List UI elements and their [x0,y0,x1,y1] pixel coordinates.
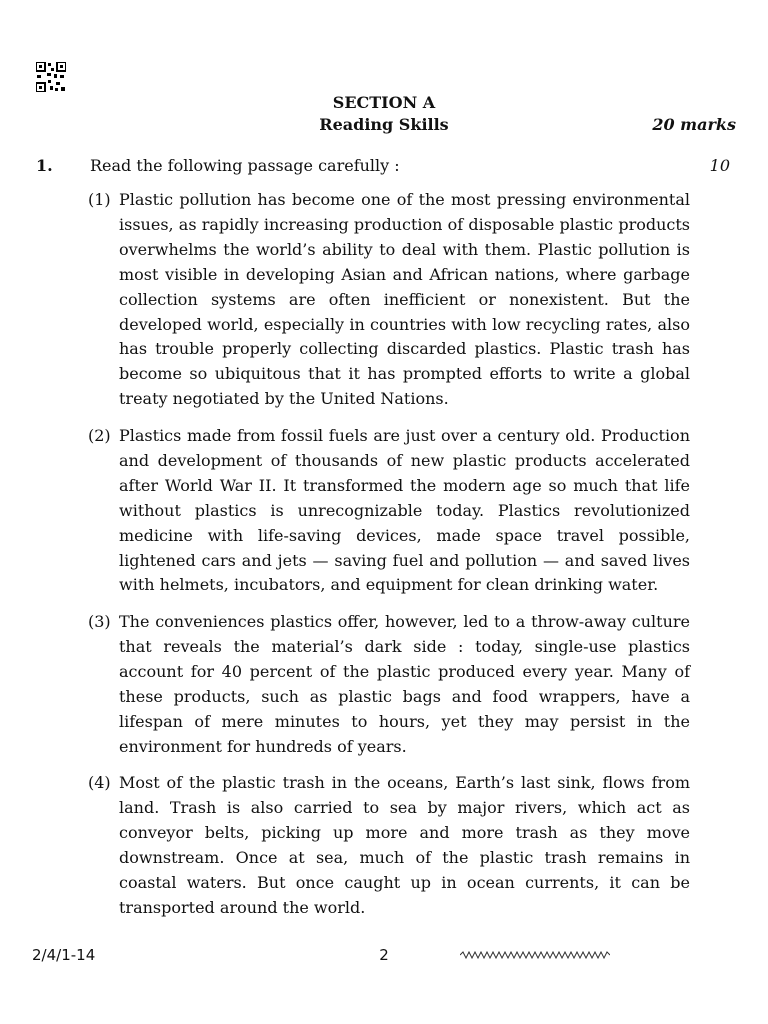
question-marks: 10 [709,156,730,175]
qr-code-icon [36,62,66,92]
paragraph-2 [88,424,690,598]
paragraph-text: Most of the plastic trash in the oceans, Earth’s last sink, flows from land. Trash is also carried to sea by major rivers, which act as conveyor belts, picking up more and more trash as they move downstream. Once at sea, much of the plastic trash remains in coastal waters. But once caught up in ocean currents, it can be transported around the world. [119,773,690,917]
paragraph-text: Plastic pollution has become one of the most pressing environmental issues, as rapidly increasing production of disposable plastic products overwhelms the world’s ability to deal with them. Plastic pollution is most visible in developing Asian and African nations, where garbage collection systems are often inefficient or nonexistent. But the developed world, especially in countries with low recycling rates, also has trouble properly collecting discarded plastics. Plastic trash has become so ubiquitous that it has prompted efforts to write a global treaty negotiated by the United Nations. [119,190,690,409]
paragraph-text: Plastics made from fossil fuels are just over a century old. Production and development of thousands of new plastic products accelerated after World War II. It transformed the modern age so much that life without plastics is unrecognizable today. Plastics revolutionized medicine with life-saving devices, made space travel possible, lightened cars and jets — saving fuel and pollution — and saved lives with helmets, incubators, and equipment for clean drinking water. [119,426,690,595]
paragraph-number: (2) [88,426,111,445]
section-subtitle: Reading Skills [319,115,449,134]
paper-code: 2/4/1-14 [32,946,96,964]
paragraph-number: (3) [88,612,111,631]
section-marks: 20 marks [652,115,736,134]
question-prompt: Read the following passage carefully : [90,156,400,175]
paragraph-3 [88,610,690,759]
question-number: 1. [36,156,53,175]
paragraph-text: The conveniences plastics offer, however, led to a throw-away culture that reveals the material’s dark side : today, single-use plastics account for 40 percent of the plastic produced every year. Many of these products, such as plastic bags and food wrappers, have a lifespan of mere minutes to hours, yet they may persist in the environment for hundreds of years. [119,612,690,756]
paragraph-number: (4) [88,773,111,792]
paragraph-4 [88,771,690,920]
page-number: 2 [379,946,389,964]
paragraph-1 [88,188,690,412]
wavy-line-icon [460,950,610,960]
paragraph-number: (1) [88,190,111,209]
section-title: SECTION A [332,93,436,112]
